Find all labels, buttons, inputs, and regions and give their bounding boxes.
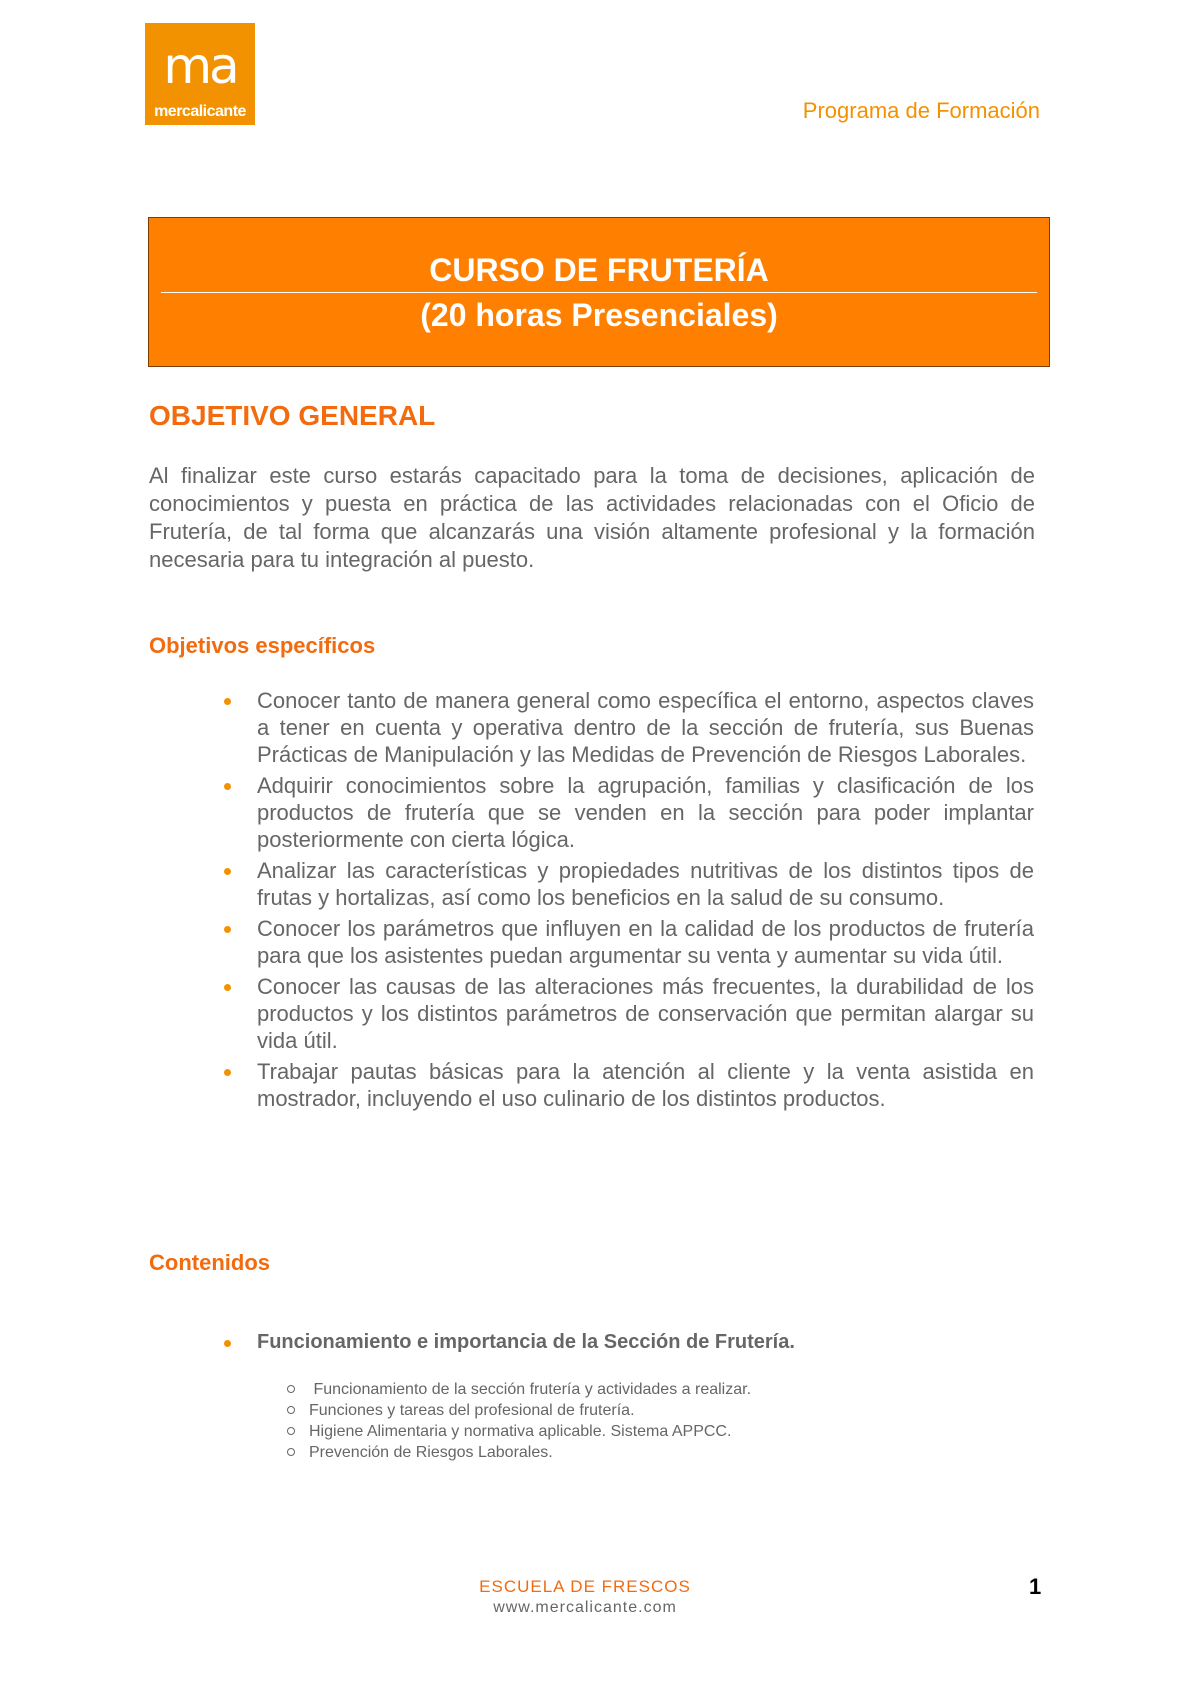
content-subitems-list [309,1379,751,1463]
course-title: CURSO DE FRUTERÍA [429,252,769,288]
specific-objectives-list [257,687,1034,1112]
list-item [257,857,1034,911]
list-item [309,1442,751,1463]
page-footer [0,1577,1190,1617]
list-item-text: Conocer los parámetros que influyen en la calidad de los productos de frutería para que los asistentes puedan argumentar su venta y aumentar su vida útil. [257,916,1034,968]
list-item-text: Prevención de Riesgos Laborales. [309,1444,553,1461]
general-objective-text: Al finalizar este curso estarás capacitado para la toma de decisiones, aplicación de conocimientos y puesta en práctica de las actividades relacionadas con el Oficio de Frutería, de tal forma que alcanzarás una visión altamente profesional y la formación necesaria para tu integración al puesto. [149,463,1035,572]
bullet-icon [224,698,231,705]
list-item [257,772,1034,853]
list-item [309,1400,751,1421]
list-item-text: Trabajar pautas básicas para la atención al cliente y la venta asistida en mostrador, incluyendo el uso culinario de los distintos productos. [257,1059,1034,1111]
list-item-text: Conocer tanto de manera general como específica el entorno, aspectos claves a tener en cuenta y operativa dentro de la sección de frutería, sus Buenas Prácticas de Manipulación y las Medidas de Prevención de Riesgos Laborales. [257,688,1034,767]
course-hours: (20 horas Presenciales) [420,297,778,333]
list-item [257,687,1034,768]
list-item [309,1421,751,1442]
bullet-icon [224,1340,231,1347]
content-section-item [257,1331,795,1354]
course-title-banner [148,217,1050,367]
bullet-icon [224,783,231,790]
contents-heading: Contenidos [149,1250,270,1275]
bullet-icon [224,868,231,875]
list-item-text: Adquirir conocimientos sobre la agrupación, familias y clasificación de los productos de frutería que se venden en la sección para poder implantar posteriormente con cierta lógica. [257,773,1034,852]
bullet-icon [224,1069,231,1076]
content-section-title: Funcionamiento e importancia de la Sección de Frutería. [257,1331,795,1353]
mercalicante-logo [145,23,255,125]
logo-mark: ma [163,37,237,95]
banner-divider [161,292,1037,293]
footer-school: ESCUELA DE FRESCOS [479,1577,691,1596]
bullet-icon [224,926,231,933]
list-item [309,1379,751,1400]
list-item [257,915,1034,969]
list-item-text: Analizar las características y propiedades nutritivas de los distintos tipos de frutas y hortalizas, así como los beneficios en la salud de su consumo. [257,858,1034,910]
circle-bullet-icon [287,1427,295,1435]
circle-bullet-icon [287,1385,295,1393]
circle-bullet-icon [287,1448,295,1456]
list-item-text: Funciones y tareas del profesional de frutería. [309,1402,635,1419]
circle-bullet-icon [287,1406,295,1414]
footer-website: www.mercalicante.com [493,1599,677,1616]
list-item-text: Conocer las causas de las alteraciones más frecuentes, la durabilidad de los productos y los distintos parámetros de conservación que permitan alargar su vida útil. [257,974,1034,1053]
list-item-text: Higiene Alimentaria y normativa aplicable. Sistema APPCC. [309,1423,732,1440]
list-item [257,973,1034,1054]
logo-wordmark: mercalicante [154,103,246,120]
general-objective-heading: OBJETIVO GENERAL [149,400,436,431]
program-header: Programa de Formación [802,98,1040,123]
page-number: 1 [1029,1574,1042,1599]
list-item [257,1058,1034,1112]
list-item-text: Funcionamiento de la sección frutería y actividades a realizar. [313,1381,752,1398]
specific-objectives-heading: Objetivos específicos [149,633,376,658]
bullet-icon [224,984,231,991]
